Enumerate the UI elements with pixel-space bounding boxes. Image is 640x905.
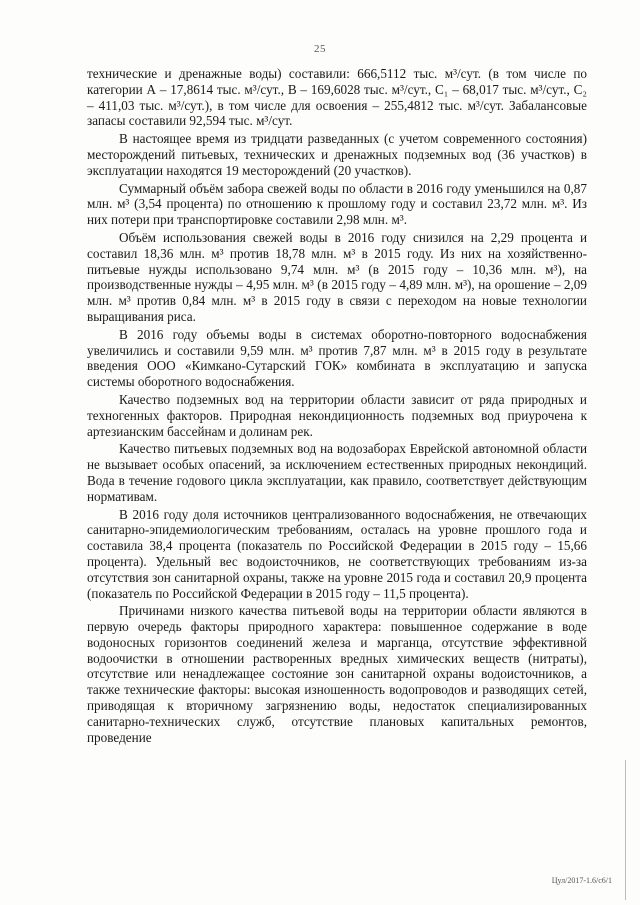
paragraph-drinking-groundwater-quality: Качество питьевых подземных вод на водозаборах Еврейской автономной области не вызывает особых опасений, за исключением естественных природных некондиций. Вода в течение годового цикла эксплуатации, как правило, соответствует действующим нормативам. bbox=[87, 441, 587, 504]
paragraph-total-water-intake: Суммарный объём забора свежей воды по области в 2016 году уменьшился на 0,87 млн. м³ (3,54 процента) по отношению к прошлому году и составил 23,72 млн. м³. Из них потери при транспортировке составили 2,98 млн. м³. bbox=[87, 180, 587, 228]
page-number: 25 bbox=[314, 43, 326, 55]
paragraph-recycled-water: В 2016 году объемы воды в системах оборотно-повторного водоснабжения увеличились и составили 9,59 млн. м³ против 7,87 млн. м³ в 2015 году в результате введения ООО «Кимкано-Сутарский ГОК» комбината в эксплуатацию и запуска системы оборотного водоснабжения. bbox=[87, 326, 587, 390]
paragraph-deposits-in-operation: В настоящее время из тридцати разведанных (с учетом современного состояния) месторождений питьевых, технических и дренажных подземных вод (36 участков) в эксплуатации находятся 19 месторождений (20 участков). bbox=[87, 131, 587, 178]
paragraph-water-supply-sources-share: В 2016 году доля источников централизованного водоснабжения, не отвечающих санитарно-эпидемиологическим требованиям, осталась на уровне прошлого года и составила 38,4 процента (показатель по Российской Федерации в 2015 году – 15,66 процента). Удельный вес водоисточников, не соответствующих требованиям из-за отсутствия зон санитарной охраны, также на уровне 2015 года и составил 20,9 процента (показатель по Российской Федерации в 2015 году – 11,5 процента). bbox=[87, 506, 587, 601]
scan-edge-mark bbox=[625, 760, 626, 900]
body-text bbox=[87, 66, 587, 745]
paragraph-reserves-continued: технические и дренажные воды) составили: 666,5112 тыс. м³/сут. (в том числе по категории А – 17,8614 тыс. м³/сут., В – 169,6028 тыс. м³/сут., С₁ – 68,017 тыс. м³/сут., С₂ – 411,03 тыс. м³/сут.), в том числе для освоения – 255,4812 тыс. м³/сут. Забалансовые запасы составили 92,594 тыс. м³/сут. bbox=[87, 66, 587, 129]
paragraph-fresh-water-use: Объём использования свежей воды в 2016 году снизился на 2,29 процента и составил 18,36 млн. м³ против 18,78 млн. м³ в 2015 году. Из них на хозяйственно-питьевые нужды использовано 9,74 млн. м³ (в 2015 году – 10,36 млн. м³), на производственные нужды – 4,95 млн. м³ (в 2015 году – 4,89 млн. м³), на орошение – 2,09 млн. м³ против 0,84 млн. м³ в 2015 году в связи с переходом на новые технологии выращивания риса. bbox=[87, 229, 587, 324]
paragraph-low-quality-causes: Причинами низкого качества питьевой воды на территории области являются в первую очередь факторы природного характера: повышенное содержание в воде водоносных горизонтов соединений железа и марганца, отсутствие эффективной водоочистки в отношении растворенных вредных химических веществ (нитраты), отсутствие или ненадлежащее состояние зон санитарной охраны водоисточников, а также технические факторы: высокая изношенность водопроводов и разводящих сетей, приводящая к вторичному загрязнению воды, недостаток специализированных санитарно-технических служб, отсутствие плановых капитальных ремонтов, проведение bbox=[87, 603, 587, 745]
footer-document-code: Цул/2017-1.6/с6/1 bbox=[551, 876, 612, 885]
paragraph-groundwater-quality: Качество подземных вод на территории области зависит от ряда природных и техногенных факторов. Природная некондиционность подземных вод приурочена к артезианским бассейнам и долинам рек. bbox=[87, 391, 587, 439]
